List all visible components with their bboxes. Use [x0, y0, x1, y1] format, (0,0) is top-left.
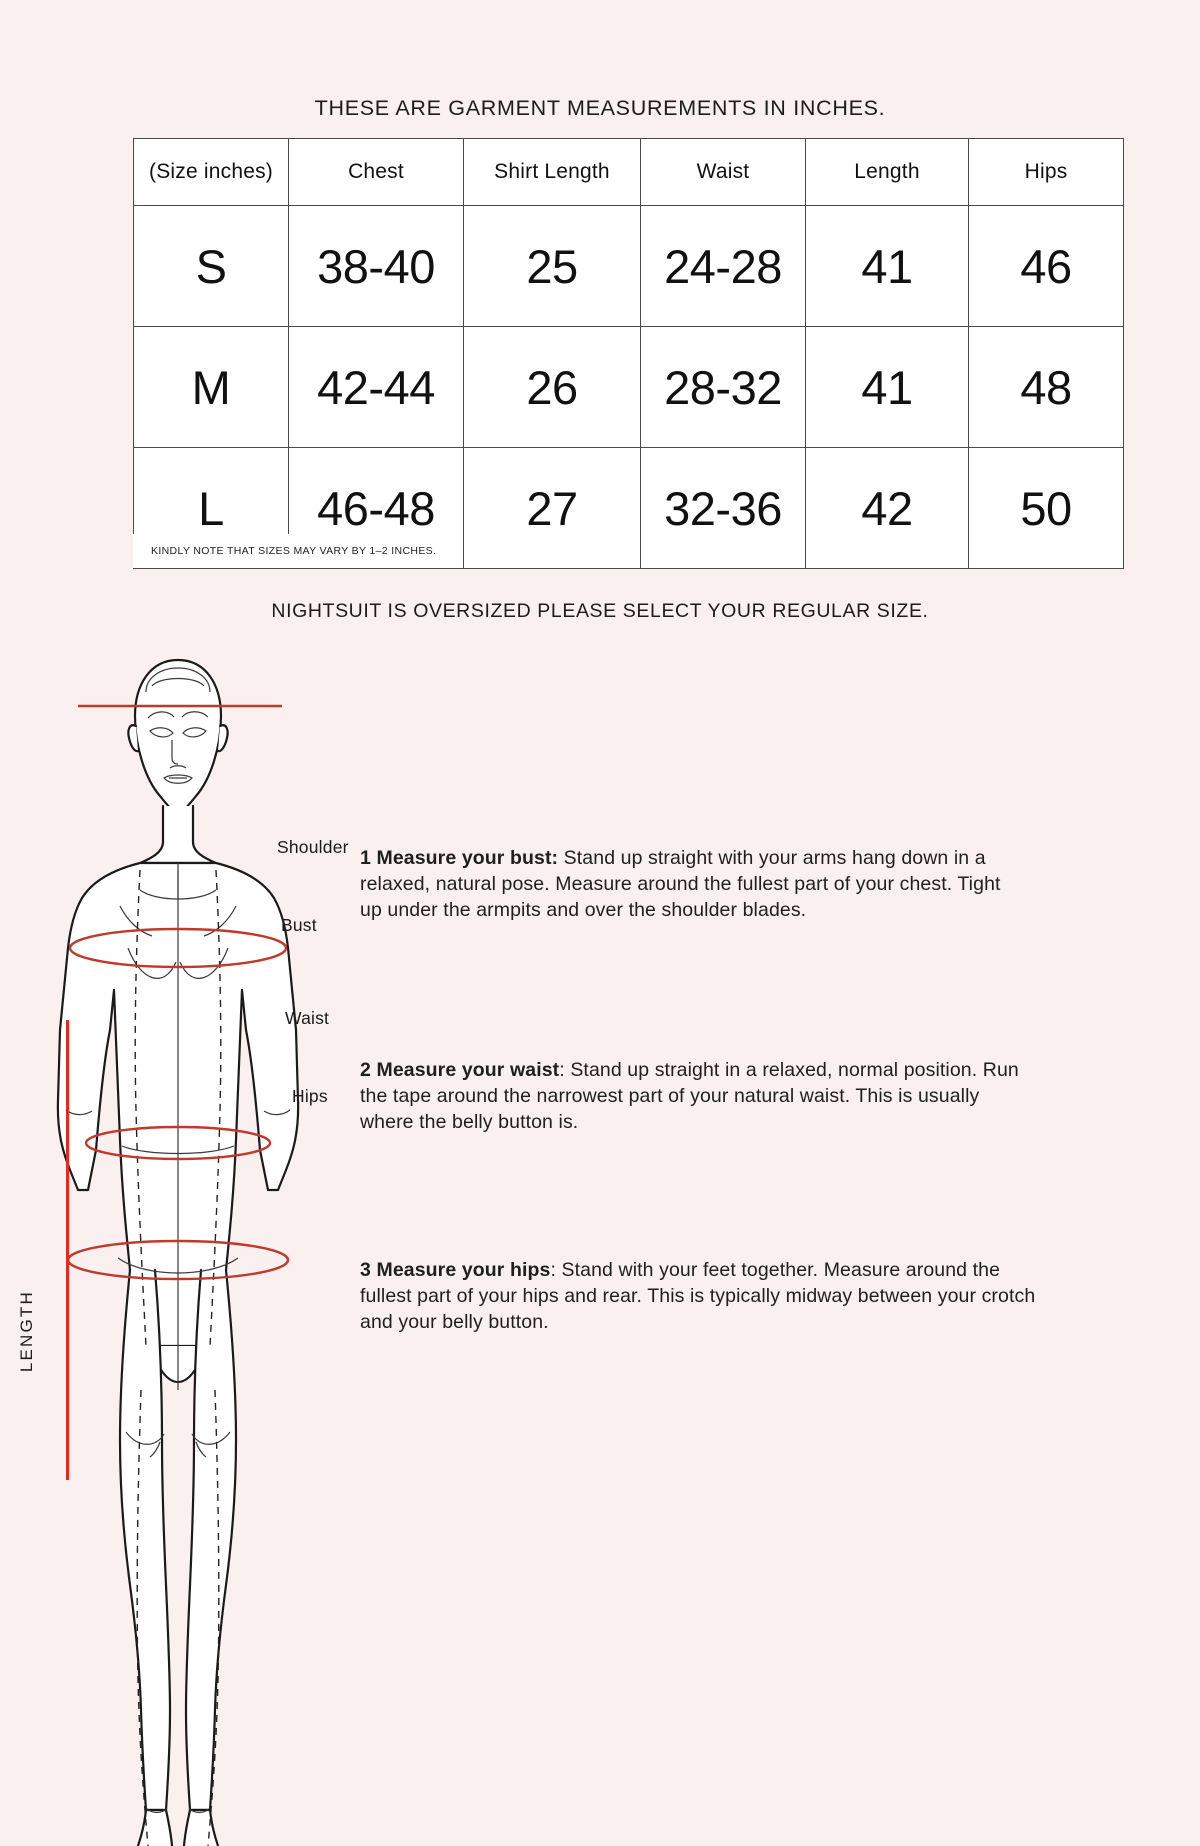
column-header-size: (Size inches) [134, 139, 289, 206]
instruction-hips [360, 1258, 1050, 1336]
table-row [134, 327, 1124, 448]
instruction-number: 2 [360, 1059, 371, 1081]
instruction-waist [360, 1058, 1020, 1136]
instruction-number: 1 [360, 847, 371, 869]
cell-waist: 24-28 [641, 206, 806, 327]
cell-size: L [134, 448, 289, 569]
cell-size: S [134, 206, 289, 327]
sizing-disclaimer-strip [133, 534, 447, 568]
cell-size: M [134, 327, 289, 448]
female-body-diagram-svg [0, 630, 420, 1846]
cell-chest: 38-40 [289, 206, 464, 327]
size-chart-table-wrapper [133, 138, 1123, 569]
cell-length: 41 [806, 206, 969, 327]
cell-chest: 42-44 [289, 327, 464, 448]
instruction-bust [360, 846, 1020, 924]
label-bust: Bust [281, 915, 317, 935]
table-row [134, 206, 1124, 327]
instruction-title: Measure your waist [376, 1059, 560, 1081]
column-header-shirt-length: Shirt Length [464, 139, 641, 206]
column-header-length: Length [806, 139, 969, 206]
cell-waist: 28-32 [641, 327, 806, 448]
cell-hips: 50 [969, 448, 1124, 569]
instruction-body: Stand up straight with your arms hang down in a relaxed, natural pose. Measure around the fullest part of your chest. Tight up under the armpits and over the shoulder blades. [360, 847, 1001, 921]
cell-shirt-length: 25 [464, 206, 641, 327]
measurement-figure [0, 630, 420, 1846]
cell-length: 41 [806, 327, 969, 448]
instruction-number: 3 [360, 1259, 371, 1281]
column-header-chest: Chest [289, 139, 464, 206]
sizing-disclaimer-text: KINDLY NOTE THAT SIZES MAY VARY BY 1–2 INCHES. [151, 545, 437, 557]
instruction-title: Measure your hips [376, 1259, 551, 1281]
page-title: THESE ARE GARMENT MEASUREMENTS IN INCHES. [314, 96, 886, 120]
oversized-notice: NIGHTSUIT IS OVERSIZED PLEASE SELECT YOUR REGULAR SIZE. [271, 600, 929, 622]
size-chart-table [133, 138, 1124, 569]
cell-waist: 32-36 [641, 448, 806, 569]
cell-chest: 46-48 [289, 448, 464, 569]
cell-hips: 46 [969, 206, 1124, 327]
instruction-title: Measure your bust: [376, 847, 559, 869]
label-shoulder: Shoulder [277, 837, 349, 857]
cell-length: 42 [806, 448, 969, 569]
instruction-body: : Stand up straight in a relaxed, normal position. Run the tape around the narrowest part of your natural waist. This is usually where the belly button is. [360, 1059, 1019, 1133]
length-measure-line [66, 1020, 69, 1480]
label-length: LENGTH [17, 1290, 36, 1373]
instruction-body: : Stand with your feet together. Measure around the fullest part of your hips and rear. This is typically midway between your crotch and your belly button. [360, 1259, 1036, 1333]
column-header-hips: Hips [969, 139, 1124, 206]
label-waist: Waist [285, 1008, 330, 1028]
column-header-waist: Waist [641, 139, 806, 206]
table-header-row [134, 139, 1124, 206]
cell-shirt-length: 26 [464, 327, 641, 448]
cell-shirt-length: 27 [464, 448, 641, 569]
cell-hips: 48 [969, 327, 1124, 448]
label-hips: Hips [292, 1086, 328, 1106]
